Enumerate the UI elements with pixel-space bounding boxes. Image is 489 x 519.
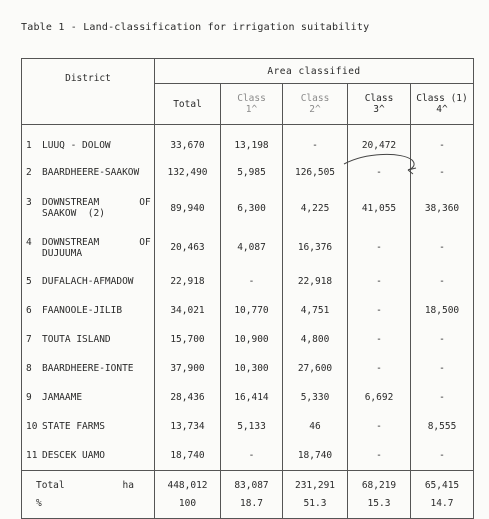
class-2-cell: 18,740 [283,441,348,471]
column-header-class-3 [348,84,411,125]
class-1-label: Class [237,93,266,104]
class-3-cell: - [348,296,411,325]
district-cell [22,125,155,158]
total-unit: ha [122,480,134,491]
totals-label-cell [22,471,155,519]
district-name: BAARDHEERE-SAAKOW [42,167,140,178]
table-row [22,188,474,229]
district-name: DOWNSTREAM OF SAAKOW (2) [42,197,151,219]
row-number: 4 [26,236,32,248]
totals-class-3-cell [348,471,411,519]
class-3-cell: 20,472 [348,125,411,158]
class-2-label: Class [300,93,330,104]
class-2-cell: 4,751 [283,296,348,325]
district-cell [22,412,155,441]
column-header-class-2 [283,84,348,125]
class-2-cell: 22,918 [283,267,348,296]
class-2-cell: 16,376 [283,229,348,267]
total-ha-value: 448,012 [167,480,208,491]
class-3-cell: - [348,412,411,441]
row-number: 8 [26,362,32,374]
total-cell: 34,021 [155,296,221,325]
class-2-cell: 5,330 [283,383,348,412]
class-4-label: Class (1) [416,93,468,104]
table-row [22,383,474,412]
district-cell [22,383,155,412]
class-3-cell: - [348,354,411,383]
total-cell: 22,918 [155,267,221,296]
class-2-number: 2^ [309,104,321,115]
column-header-class-4 [411,84,474,125]
class-1-pct-value: 18.7 [240,498,263,509]
handwritten-arrow-icon [342,150,432,180]
percent-label: % [36,498,42,509]
table-row [22,354,474,383]
district-cell [22,158,155,188]
class-2-ha-value: 231,291 [294,480,336,491]
class-1-cell: 5,985 [221,158,283,188]
table-row [22,229,474,267]
district-cell [22,267,155,296]
district-cell [22,441,155,471]
column-header-district: District [22,59,155,125]
row-number: 1 [26,139,32,151]
total-cell: 13,734 [155,412,221,441]
row-number: 3 [26,197,32,208]
total-cell: 15,700 [155,325,221,354]
table-title: Table 1 - Land-classification for irrigation suitability [21,22,370,33]
total-cell: 18,740 [155,441,221,471]
totals-row [22,471,474,519]
table-row [22,441,474,471]
class-4-cell: - [411,441,474,471]
class-4-cell: - [411,383,474,412]
district-name: TOUTA ISLAND [42,333,111,345]
table-row [22,325,474,354]
district-name: FAANOOLE-JILIB [42,304,123,316]
class-4-cell: 38,360 [411,188,474,229]
total-cell: 33,670 [155,125,221,158]
class-1-cell: 6,300 [221,188,283,229]
district-cell [22,325,155,354]
class-1-cell: 5,133 [221,412,283,441]
table-row [22,412,474,441]
class-1-ha-value: 83,087 [234,480,269,491]
class-3-number: 3^ [373,104,385,115]
total-pct-value: 100 [178,498,197,509]
total-cell: 37,900 [155,354,221,383]
district-name: DESCEK UAMO [42,449,105,461]
land-classification-table [21,58,474,519]
class-4-cell: - [411,125,474,158]
class-3-label: Class [364,93,394,104]
class-1-cell: - [221,267,283,296]
class-2-cell: 46 [283,412,348,441]
class-4-number: 4^ [436,104,448,115]
class-2-pct-value: 51.3 [303,498,327,509]
class-4-cell: - [411,267,474,296]
class-2-cell: - [283,125,348,158]
row-number: 7 [26,333,32,345]
class-2-cell: 126,505 [283,158,348,188]
class-3-cell: 6,692 [348,383,411,412]
class-4-cell: - [411,325,474,354]
class-1-cell: 13,198 [221,125,283,158]
total-cell: 132,490 [155,158,221,188]
totals-class-4-cell [411,471,474,519]
column-header-area-classified: Area classified [155,59,474,84]
row-number: 9 [26,391,32,403]
class-4-pct-value: 14.7 [430,498,454,509]
district-name: DUFALACH-AFMADOW [42,275,134,287]
district-name: STATE FARMS [42,420,105,432]
class-3-cell: - [348,325,411,354]
class-1-cell: 10,900 [221,325,283,354]
class-3-cell: - [348,158,411,188]
class-1-cell: 10,770 [221,296,283,325]
row-number: 2 [26,167,32,178]
total-label: Total [36,480,65,491]
class-2-cell: 27,600 [283,354,348,383]
district-cell [22,188,155,229]
class-4-ha-value: 65,415 [424,480,460,491]
class-4-cell: - [411,354,474,383]
district-name: DOWNSTREAM OF DUJUUMA [42,236,151,259]
class-1-cell: 16,414 [221,383,283,412]
row-number: 5 [26,275,32,287]
class-1-number: 1^ [245,104,258,115]
total-cell: 89,940 [155,188,221,229]
total-cell: 20,463 [155,229,221,267]
class-2-cell: 4,225 [283,188,348,229]
class-4-cell: 8,555 [411,412,474,441]
totals-class-1-cell [221,471,283,519]
table-row [22,267,474,296]
totals-class-2-cell [283,471,348,519]
district-cell [22,354,155,383]
class-4-cell: - [411,158,474,188]
class-3-cell: - [348,267,411,296]
district-cell [22,229,155,267]
row-number: 11 [26,449,38,461]
row-number: 6 [26,304,32,316]
district-name: JAMAAME [42,391,83,403]
class-3-cell: 41,055 [348,188,411,229]
column-header-total: Total [155,84,221,125]
class-4-cell: 18,500 [411,296,474,325]
class-3-cell: - [348,441,411,471]
class-3-pct-value: 15.3 [367,498,391,509]
class-3-ha-value: 68,219 [361,480,397,491]
class-1-cell: - [221,441,283,471]
table-row [22,296,474,325]
totals-total-cell [155,471,221,519]
district-name: BAARDHEERE-IONTE [42,362,134,374]
row-number: 10 [26,420,38,432]
district-name: LUUQ - DOLOW [42,139,111,151]
class-3-cell: - [348,229,411,267]
class-4-cell: - [411,229,474,267]
district-cell [22,296,155,325]
class-2-cell: 4,800 [283,325,348,354]
class-1-cell: 4,087 [221,229,283,267]
column-header-class-1 [221,84,283,125]
class-1-cell: 10,300 [221,354,283,383]
total-cell: 28,436 [155,383,221,412]
